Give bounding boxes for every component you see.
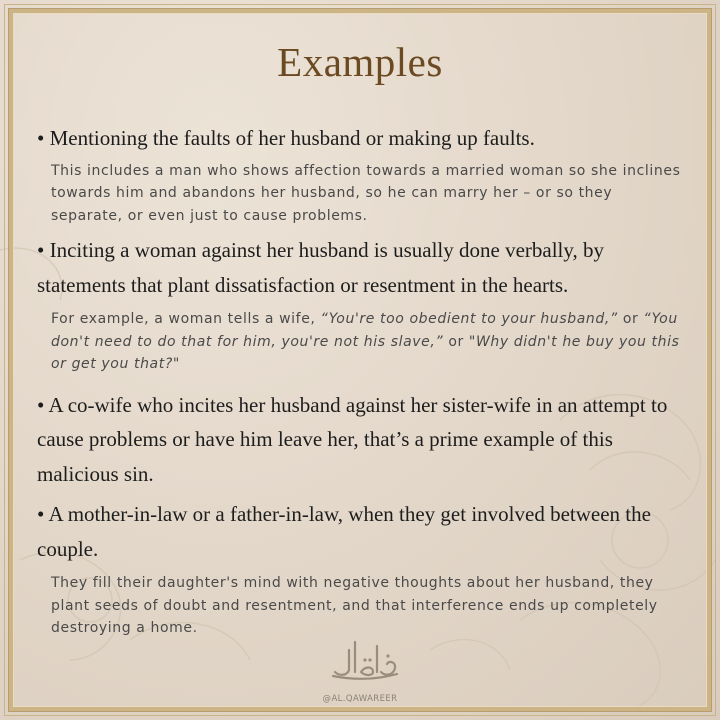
bullet-point: • Inciting a woman against her husband is usually done verbally, by statements that plant dissatisfaction or resentment in the hearts. (37, 238, 605, 297)
page-title: Examples (277, 39, 443, 85)
detail-connector: or (617, 311, 644, 327)
quote-text: "Why didn't he buy you this or get you that?" (51, 333, 680, 372)
brand-calligraphy-logo (325, 632, 400, 682)
brand-handle: @AL.QAWAREER (322, 694, 398, 704)
bullet-point: • A co-wife who incites her husband against her sister-wife in an attempt to cause problems or have him leave her, that’s a prime example of this malicious sin. (37, 392, 668, 486)
bullet-point: • Mentioning the faults of her husband or making up faults. (37, 126, 535, 150)
detail-lead: For example, a woman tells a wife, (51, 311, 321, 327)
examples-list (37, 121, 687, 640)
quote-text: “You don't need to do that for him, you're not his slave,” (51, 311, 678, 350)
quote-text: “You're too obedient to your husband,” (320, 311, 618, 327)
bullet-detail: This includes a man who shows affection towards a married woman so she inclines towards him and abandons her husband, so he can marry her – or so they separate, or even just to cause problems. (51, 162, 681, 224)
detail-connector: or (443, 333, 469, 350)
bullet-detail: They fill their daughter's mind with negative thoughts about her husband, they plant seeds of doubt and resentment, and that interference ends up completely destroying a home. (51, 575, 658, 636)
bullet-detail (51, 308, 681, 376)
bullet-point: • A mother-in-law or a father-in-law, when they get involved between the couple. (37, 502, 651, 561)
